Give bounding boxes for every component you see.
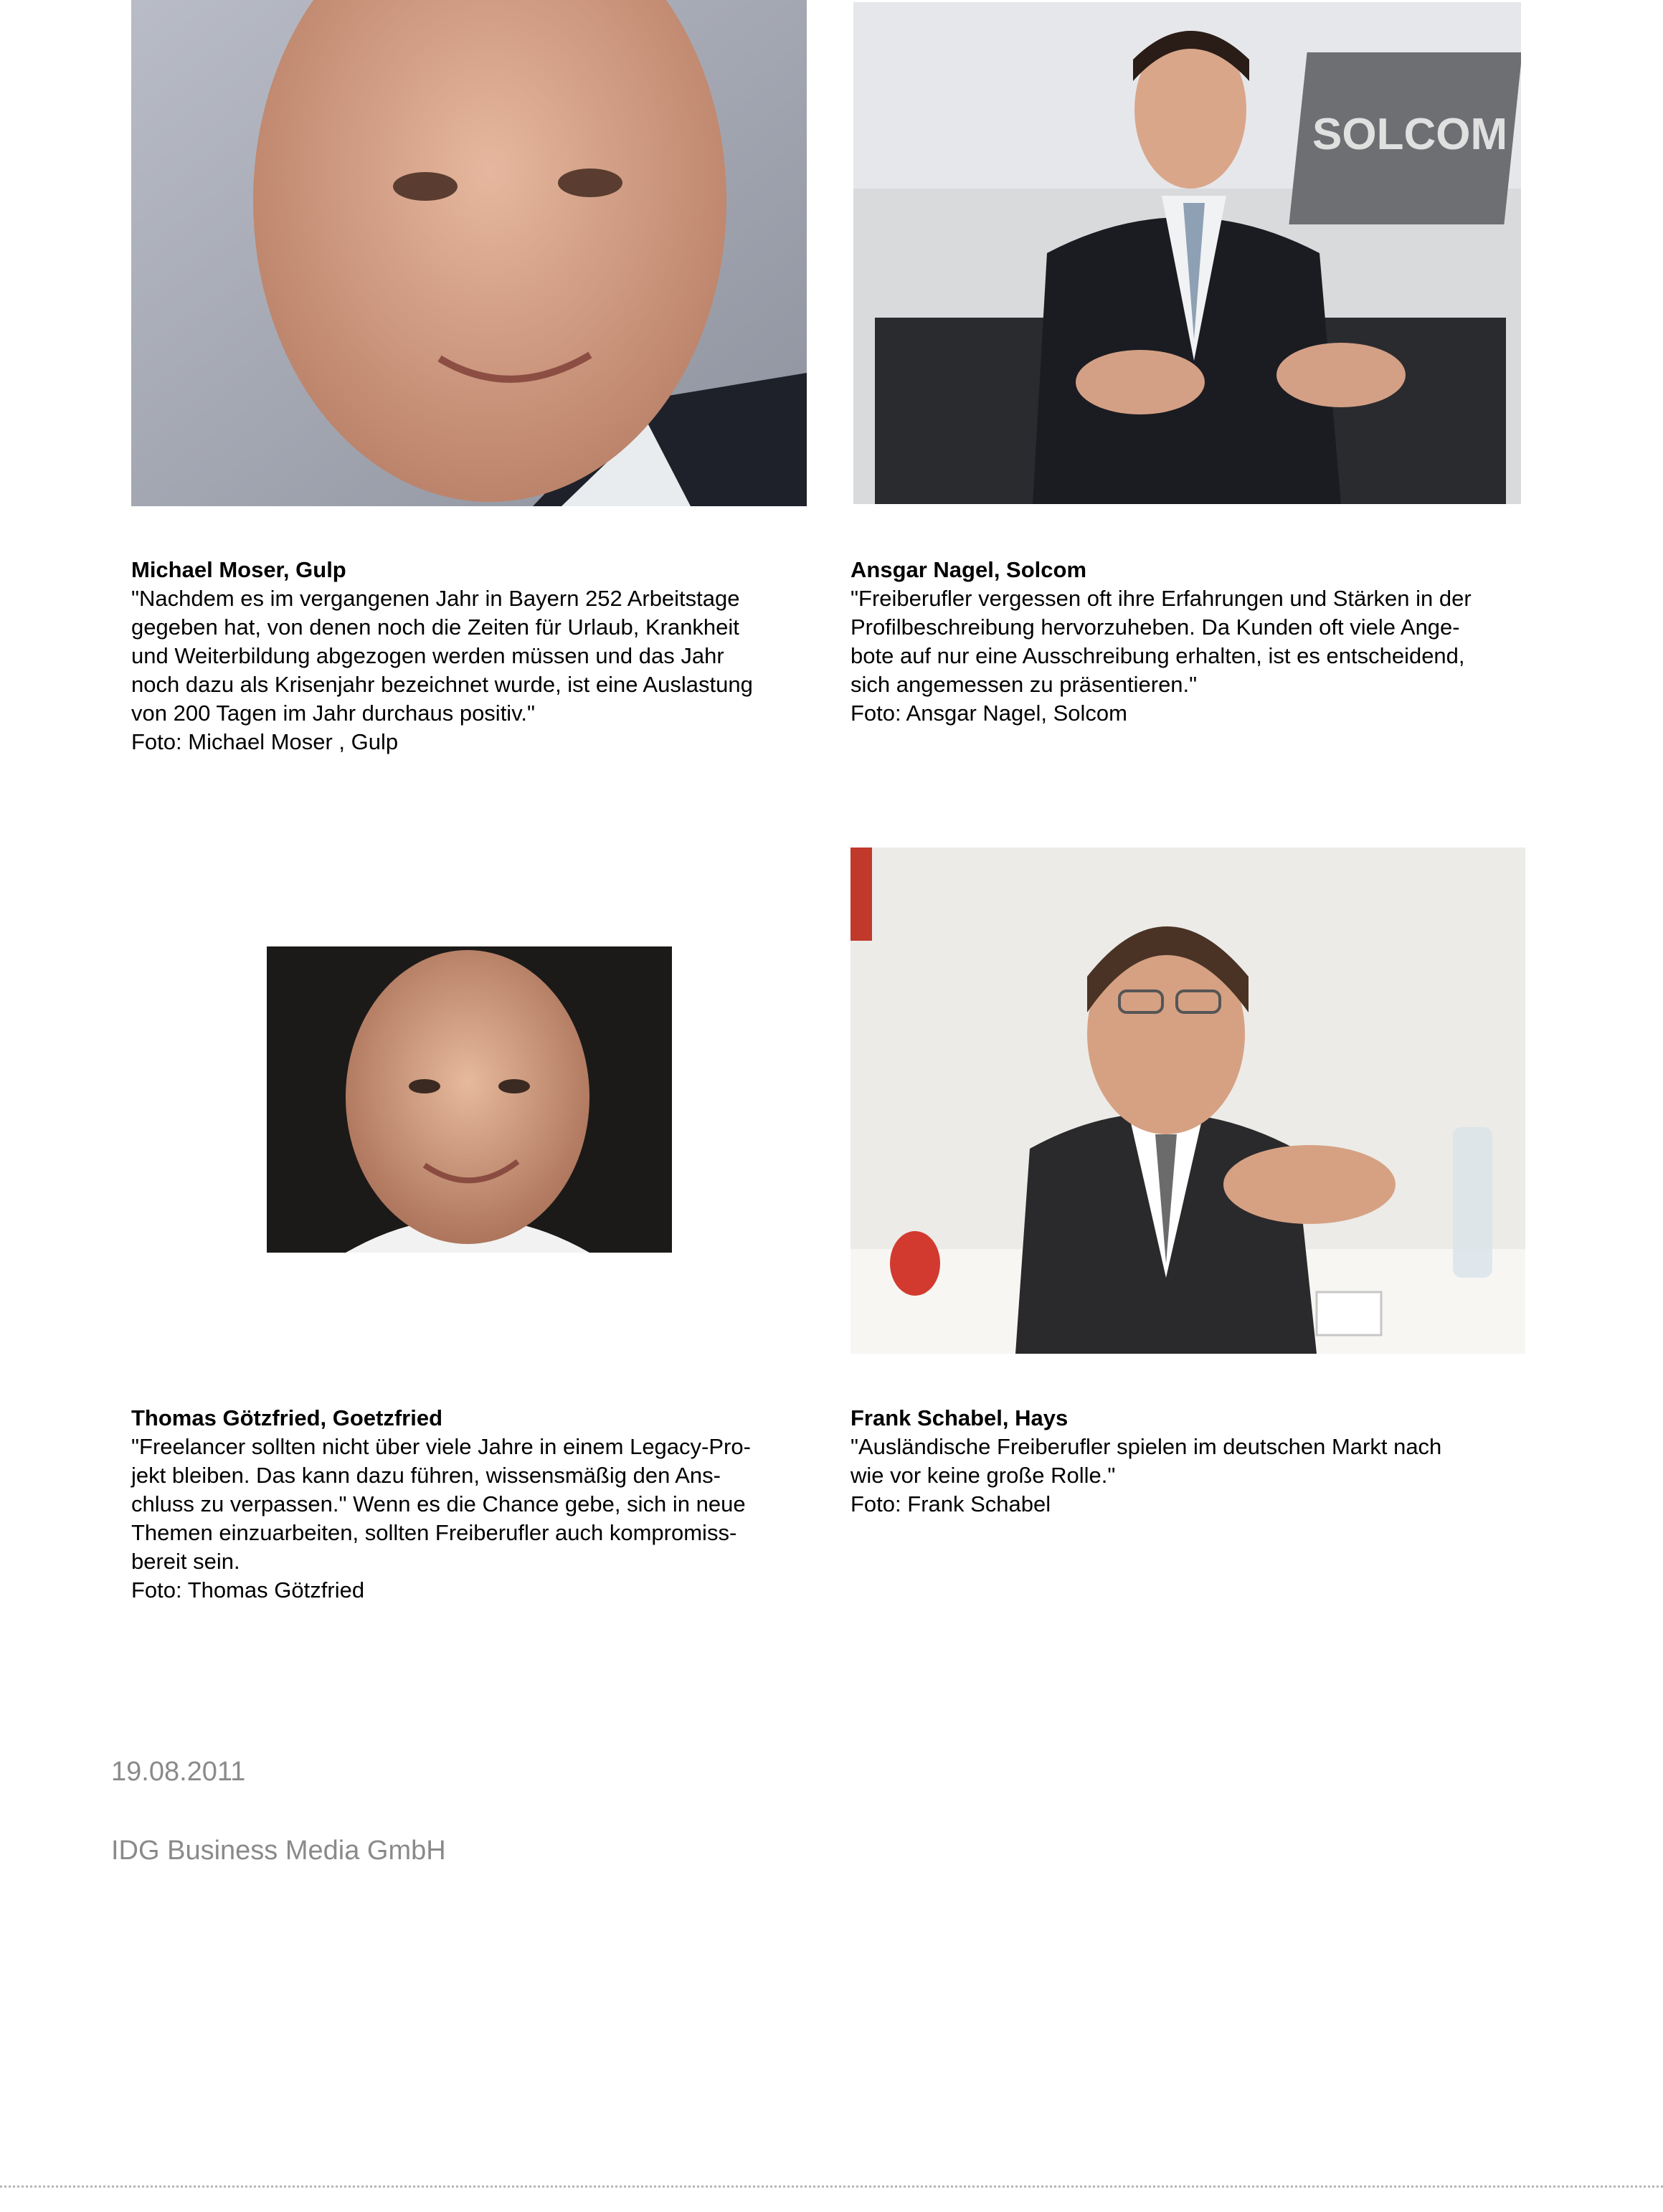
person-name: Ansgar Nagel, Solcom: [851, 557, 1087, 582]
caption-ansgar-nagel: [851, 556, 1539, 728]
solcom-logo: SOLCOM: [1312, 110, 1508, 159]
person-quote: "Nachdem es im vergangenen Jahr in Bayern 252 Arbeitstage gegeben hat, von denen noch die Zeiten für Urlaub, Krankheit und Weiterbildung abgezogen werden müssen und das Jahr noch dazu als Krisenjahr bezeichnet wurde, ist eine Auslastung von 200 Tagen im Jahr durchaus positiv.": [131, 586, 753, 726]
caption-thomas-goetzfried: [131, 1404, 820, 1605]
caption-frank-schabel: [851, 1404, 1539, 1519]
photo-michael-moser: [131, 0, 807, 506]
photo-thomas-goetzfried: [267, 946, 672, 1253]
footer-date: 19.08.2011: [111, 1757, 246, 1787]
photo-credit: Foto: Ansgar Nagel, Solcom: [851, 701, 1127, 726]
page-divider: [0, 2185, 1663, 2188]
person-quote: "Ausländische Freiberufler spielen im deutschen Markt nach wie vor keine große Rolle.": [851, 1434, 1442, 1488]
caption-michael-moser: [131, 556, 820, 756]
photo-credit: Foto: Frank Schabel: [851, 1491, 1051, 1516]
person-name: Thomas Götzfried, Goetzfried: [131, 1405, 443, 1430]
photo-credit: Foto: Michael Moser , Gulp: [131, 729, 399, 754]
photo-frank-schabel: [851, 848, 1525, 1354]
photo-credit: Foto: Thomas Götzfried: [131, 1577, 365, 1603]
person-name: Michael Moser, Gulp: [131, 557, 346, 582]
person-name: Frank Schabel, Hays: [851, 1405, 1069, 1430]
person-quote: "Freelancer sollten nicht über viele Jahre in einem Legacy-Pro- jekt bleiben. Das kann dazu führen, wissensmäßig den Ans- chluss zu verpassen." Wenn es die Chance gebe, sich in neue Themen einzuarbeiten, sollten Freiberufler auch kompromiss- bereit sein.: [131, 1434, 751, 1574]
photo-ansgar-nagel: [853, 2, 1521, 504]
person-quote: "Freiberufler vergessen oft ihre Erfahrungen und Stärken in der Profilbeschreibung hervorzuheben. Da Kunden oft viele Ange- bote auf nur eine Ausschreibung erhalten, ist es entscheidend, sich angemessen zu präsentieren.": [851, 586, 1472, 697]
footer-publisher: IDG Business Media GmbH: [111, 1836, 446, 1866]
